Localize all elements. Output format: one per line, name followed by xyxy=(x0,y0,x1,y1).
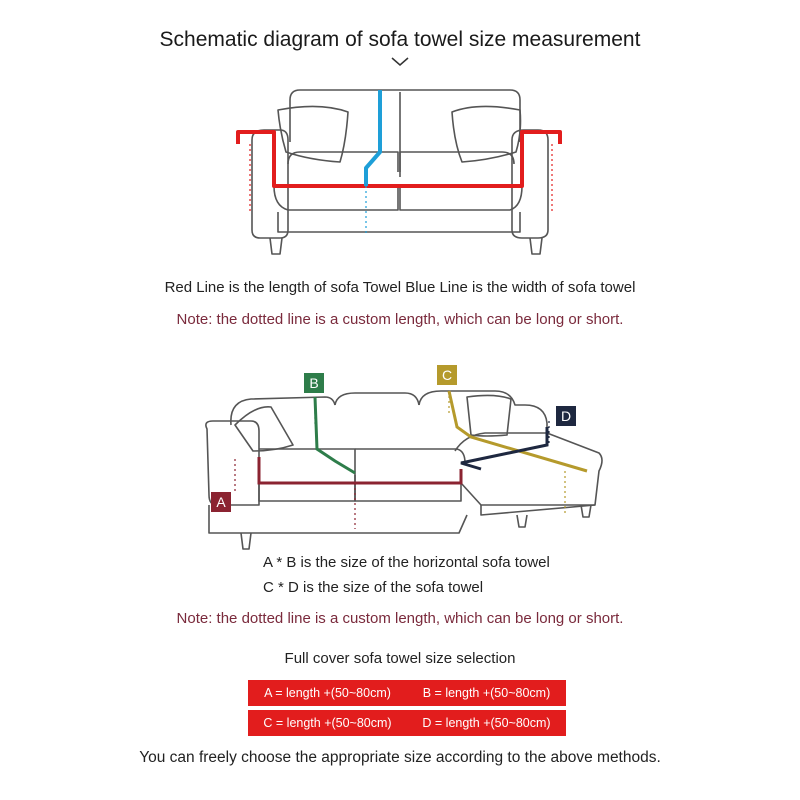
caption-red-blue-lines: Red Line is the length of sofa Towel Blue Line is the width of sofa towel xyxy=(164,279,636,296)
label-c: C xyxy=(437,365,457,385)
note-dotted-line: Note: the dotted line is a custom length, which can be long or short. xyxy=(176,311,624,328)
size-c: C = length +(50~80cm) xyxy=(263,716,392,730)
size-b: B = length +(50~80cm) xyxy=(422,686,551,700)
chevron-down-icon xyxy=(390,56,410,68)
loveseat-diagram xyxy=(230,82,570,262)
label-d: D xyxy=(556,406,576,426)
page-title: Schematic diagram of sofa towel size measurement xyxy=(159,28,641,51)
label-a: A xyxy=(211,492,231,512)
size-d: D = length +(50~80cm) xyxy=(422,716,551,730)
size-row-ab xyxy=(248,680,566,706)
sectional-sofa-diagram xyxy=(195,365,615,555)
caption-cd: C * D is the size of the sofa towel xyxy=(263,579,484,596)
size-a: A = length +(50~80cm) xyxy=(264,686,391,700)
size-row-cd xyxy=(248,710,566,736)
caption-ab: A * B is the size of the horizontal sofa towel xyxy=(263,554,550,571)
note-dotted-line-2: Note: the dotted line is a custom length, which can be long or short. xyxy=(176,610,624,627)
label-b: B xyxy=(304,373,324,393)
footer-text: You can freely choose the appropriate size according to the above methods. xyxy=(139,749,661,766)
selection-title: Full cover sofa towel size selection xyxy=(284,650,516,667)
